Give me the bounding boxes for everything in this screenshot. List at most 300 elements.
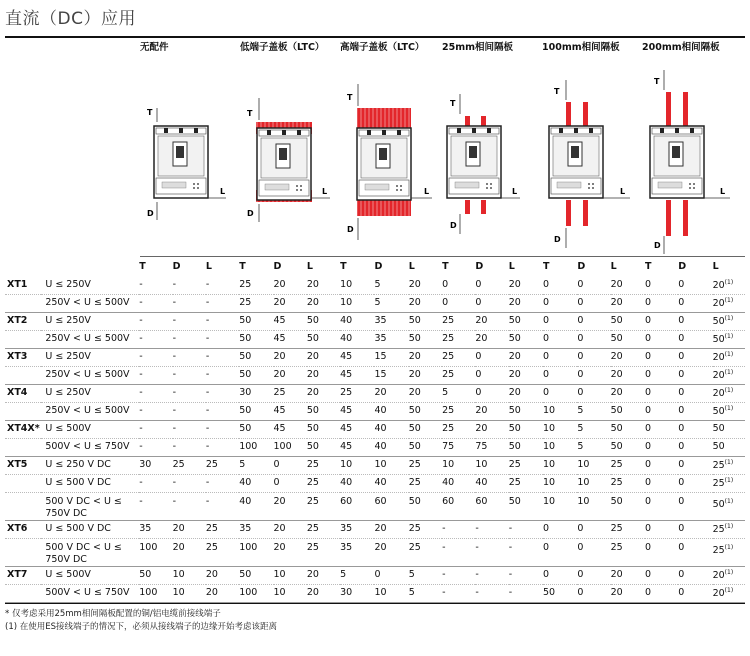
value-cell [442, 566, 475, 584]
value-text: - [205, 369, 210, 380]
value-text: 45 [340, 369, 353, 380]
value-cell [509, 294, 543, 312]
value-cell [274, 520, 307, 538]
value-cell [173, 584, 206, 602]
value-cell [409, 520, 442, 538]
model-cell: XT4 [5, 384, 41, 402]
value-text: - [139, 423, 143, 434]
value-cell [509, 584, 543, 602]
value-text: 5 [340, 569, 347, 580]
value-cell [543, 520, 577, 538]
illustration-no-accessory [147, 108, 226, 220]
value-cell [206, 538, 239, 566]
footnote-ref: (1) [724, 405, 734, 413]
value-cell [274, 492, 307, 520]
value-text: 0 [678, 333, 685, 344]
value-text: - [172, 495, 177, 507]
value-text: 5 [408, 569, 415, 580]
value-cell [442, 384, 475, 402]
dim-label-t: T [554, 87, 560, 96]
value-text: - [139, 369, 143, 380]
value-cell [543, 566, 577, 584]
value-cell [206, 366, 239, 384]
value-cell [645, 584, 678, 602]
value-text: 25 [508, 459, 521, 470]
value-text: 20 [374, 541, 387, 553]
value-text: 0 [644, 441, 651, 452]
value-text: 10 [273, 569, 286, 580]
value-cell [442, 420, 475, 438]
value-text: 20 [610, 369, 623, 380]
value-text: 0 [644, 315, 651, 326]
table-row [5, 456, 745, 474]
value-text: 50 [610, 315, 623, 326]
value-text: 0 [475, 387, 482, 398]
model-cell [5, 402, 41, 420]
value-cell [307, 366, 340, 384]
value-cell [645, 330, 678, 348]
value-cell [173, 366, 206, 384]
value-cell [442, 584, 475, 602]
value-text: 60 [374, 495, 387, 507]
value-text: 50 [239, 333, 252, 344]
voltage-condition-cell: U ≤ 500V [41, 420, 139, 438]
value-text: - [172, 297, 177, 308]
value-text: 20 [374, 523, 387, 534]
value-cell [475, 276, 508, 294]
value-cell [611, 474, 645, 492]
value-text: - [205, 423, 210, 434]
value-text: 40 [442, 477, 455, 488]
model-cell [5, 438, 41, 456]
voltage-condition-cell: 500 V DC < U ≤ 750V DC [41, 538, 139, 566]
value-cell [173, 348, 206, 366]
value-cell [577, 474, 610, 492]
value-text: - [172, 315, 177, 326]
value-text: - [205, 387, 210, 398]
value-text: 0 [475, 297, 482, 308]
value-text: 35 [340, 541, 353, 553]
value-text: 20 [306, 278, 319, 290]
value-text: 50 [712, 441, 725, 452]
value-cell [713, 294, 745, 312]
value-text: 0 [543, 351, 550, 362]
value-text: 15 [374, 351, 387, 362]
voltage-condition-cell: U ≤ 250V [41, 276, 139, 294]
dim-label-t: T [450, 99, 456, 108]
value-cell [645, 438, 678, 456]
value-cell [678, 402, 712, 420]
value-text: 0 [678, 587, 685, 598]
subcol-header: L [306, 261, 313, 272]
value-text: 20 [475, 333, 488, 344]
value-cell [374, 420, 408, 438]
table-row [5, 420, 745, 438]
footnote-ref: (1) [724, 477, 734, 485]
value-cell [206, 312, 239, 330]
value-text: 5 [577, 423, 584, 434]
voltage-condition-cell: U ≤ 500 V DC [41, 474, 139, 492]
header-divider [140, 256, 745, 257]
value-cell [645, 276, 678, 294]
value-cell [509, 566, 543, 584]
value-cell [645, 566, 678, 584]
value-cell [139, 566, 172, 584]
value-text: 45 [273, 423, 286, 434]
value-text: 25 [442, 423, 455, 434]
value-cell [409, 538, 442, 566]
value-cell [409, 348, 442, 366]
voltage-condition-cell: 250V < U ≤ 500V [41, 366, 139, 384]
subcolumn-header-row [5, 258, 745, 276]
value-text: 45 [340, 441, 353, 452]
value-cell [139, 330, 172, 348]
value-text: 0 [577, 387, 584, 398]
value-cell [678, 366, 712, 384]
value-cell [645, 474, 678, 492]
value-cell [409, 384, 442, 402]
value-cell [139, 438, 172, 456]
value-text: - [508, 587, 513, 598]
value-text: 50 [508, 441, 521, 452]
value-cell [206, 420, 239, 438]
value-text: 10 [543, 405, 556, 416]
value-text: 25 [712, 478, 725, 490]
value-text: 25 [712, 544, 725, 556]
value-text: 20 [205, 569, 218, 580]
value-cell [713, 348, 745, 366]
value-text: 0 [678, 387, 685, 398]
value-text: - [442, 569, 446, 580]
value-cell [678, 294, 712, 312]
value-cell [543, 312, 577, 330]
value-text: 0 [543, 315, 550, 326]
value-cell [543, 474, 577, 492]
value-cell [442, 276, 475, 294]
value-text: - [442, 541, 446, 553]
value-cell [509, 348, 543, 366]
value-cell [239, 438, 273, 456]
value-cell [307, 538, 340, 566]
value-text: 0 [543, 387, 550, 398]
value-cell [274, 584, 307, 602]
value-cell [611, 456, 645, 474]
value-cell [543, 584, 577, 602]
value-text: 0 [577, 351, 584, 362]
value-text: 20 [273, 495, 286, 507]
value-cell [173, 520, 206, 538]
value-cell [307, 492, 340, 520]
value-text: 0 [644, 541, 651, 553]
value-cell [543, 538, 577, 566]
value-cell [409, 276, 442, 294]
value-text: 20 [306, 387, 319, 398]
value-text: 25 [408, 541, 421, 553]
subcol-header: T [340, 261, 347, 272]
value-text: 20 [273, 369, 286, 380]
dim-label-l: L [322, 187, 328, 196]
value-cell [239, 366, 273, 384]
table-row [5, 294, 745, 312]
value-text: 0 [543, 278, 550, 290]
value-text: 10 [442, 459, 455, 470]
value-text: - [172, 441, 177, 452]
value-cell [239, 330, 273, 348]
value-text: 50 [712, 316, 725, 328]
value-cell [611, 420, 645, 438]
value-text: 0 [543, 369, 550, 380]
value-cell [475, 384, 508, 402]
value-cell [374, 384, 408, 402]
value-text: 0 [678, 405, 685, 416]
value-cell [307, 566, 340, 584]
dim-label-d: D [554, 235, 561, 244]
value-cell [577, 276, 610, 294]
value-cell [307, 438, 340, 456]
value-text: 0 [678, 541, 685, 553]
value-cell [340, 366, 374, 384]
value-cell [475, 366, 508, 384]
table-row [5, 402, 745, 420]
value-text: 0 [644, 405, 651, 416]
value-text: 50 [139, 569, 152, 580]
value-text: 0 [577, 278, 584, 290]
value-text: 0 [644, 387, 651, 398]
value-text: - [139, 278, 143, 290]
value-cell [173, 420, 206, 438]
value-cell [340, 438, 374, 456]
value-cell [274, 366, 307, 384]
value-cell [274, 538, 307, 566]
value-text: 25 [408, 459, 421, 470]
value-cell [239, 584, 273, 602]
model-cell [5, 492, 41, 520]
value-text: 25 [712, 524, 725, 536]
value-text: 10 [577, 477, 590, 488]
model-cell: XT5 [5, 456, 41, 474]
value-text: 0 [644, 351, 651, 362]
value-text: 20 [508, 297, 521, 308]
value-text: 50 [239, 423, 252, 434]
subcol-header: L [508, 261, 515, 272]
subcol-header: L [610, 261, 617, 272]
value-text: 20 [712, 588, 725, 600]
value-text: 100 [239, 541, 258, 553]
value-text: 0 [644, 523, 651, 534]
value-cell [139, 420, 172, 438]
value-cell [307, 420, 340, 438]
value-cell [475, 438, 508, 456]
header-100mm-separator: 100mm相间隔板 [542, 42, 620, 53]
value-text: - [205, 441, 210, 452]
value-text: 20 [408, 387, 421, 398]
value-cell [409, 456, 442, 474]
value-cell [340, 456, 374, 474]
breaker-illustrations [0, 58, 750, 256]
value-text: 0 [644, 495, 651, 507]
value-cell [645, 366, 678, 384]
model-cell [5, 330, 41, 348]
value-text: - [205, 278, 210, 290]
value-cell [713, 366, 745, 384]
value-text: 10 [374, 459, 387, 470]
value-cell [307, 474, 340, 492]
model-cell [5, 366, 41, 384]
value-text: - [172, 278, 177, 290]
table-row [5, 276, 745, 294]
value-text: 20 [306, 587, 319, 598]
value-text: 20 [508, 369, 521, 380]
value-text: 50 [508, 315, 521, 326]
value-text: 45 [340, 405, 353, 416]
footnote-ref: (1) [724, 543, 734, 551]
value-cell [611, 384, 645, 402]
value-text: 25 [442, 315, 455, 326]
value-text: 45 [340, 423, 353, 434]
value-text: 15 [374, 369, 387, 380]
footnote-ref: (1) [724, 279, 734, 287]
value-text: - [442, 587, 446, 598]
value-text: 50 [610, 423, 623, 434]
value-cell [475, 420, 508, 438]
value-cell [374, 330, 408, 348]
subcol-header: L [408, 261, 415, 272]
value-cell [509, 456, 543, 474]
value-text: 0 [678, 523, 685, 534]
value-text: 0 [678, 569, 685, 580]
value-text: 20 [273, 297, 286, 308]
value-cell [713, 312, 745, 330]
voltage-condition-cell: U ≤ 250V [41, 348, 139, 366]
value-text: 25 [239, 297, 252, 308]
value-cell [139, 584, 172, 602]
value-text: 50 [610, 495, 623, 507]
value-cell [173, 566, 206, 584]
value-text: 25 [172, 459, 185, 470]
value-cell [713, 520, 745, 538]
value-text: 20 [273, 351, 286, 362]
value-cell [475, 520, 508, 538]
value-cell [374, 474, 408, 492]
value-text: 45 [273, 405, 286, 416]
value-cell [307, 330, 340, 348]
value-cell [239, 348, 273, 366]
value-cell [577, 566, 610, 584]
model-cell [5, 294, 41, 312]
voltage-condition-cell: 250V < U ≤ 500V [41, 294, 139, 312]
value-text: 25 [340, 387, 353, 398]
value-cell [139, 538, 172, 566]
value-cell [509, 366, 543, 384]
value-text: 25 [442, 351, 455, 362]
value-text: 20 [712, 388, 725, 400]
value-text: - [172, 405, 177, 416]
value-cell [442, 438, 475, 456]
value-text: - [172, 351, 177, 362]
value-cell [475, 330, 508, 348]
value-text: 20 [712, 280, 725, 292]
voltage-condition-cell: U ≤ 500 V DC [41, 520, 139, 538]
value-cell [543, 276, 577, 294]
value-text: 0 [577, 297, 584, 308]
value-cell [340, 330, 374, 348]
value-cell [274, 420, 307, 438]
value-cell [206, 566, 239, 584]
value-cell [206, 492, 239, 520]
value-text: 0 [678, 459, 685, 470]
value-cell [139, 456, 172, 474]
value-text: 20 [508, 351, 521, 362]
value-text: 25 [239, 278, 252, 290]
value-cell [442, 402, 475, 420]
value-cell [340, 294, 374, 312]
value-cell [678, 474, 712, 492]
value-cell [713, 384, 745, 402]
value-cell [307, 456, 340, 474]
model-cell: XT2 [5, 312, 41, 330]
header-25mm-separator: 25mm相间隔板 [442, 42, 514, 53]
value-cell [645, 402, 678, 420]
value-cell [274, 312, 307, 330]
value-text: 50 [610, 441, 623, 452]
value-text: 20 [172, 541, 185, 553]
value-cell [374, 438, 408, 456]
value-text: 0 [644, 459, 651, 470]
value-cell [577, 366, 610, 384]
value-text: 20 [610, 587, 623, 598]
value-cell [713, 420, 745, 438]
model-cell: XT7 [5, 566, 41, 584]
value-text: 50 [306, 405, 319, 416]
value-cell [239, 312, 273, 330]
value-text: 20 [408, 297, 421, 308]
value-cell [274, 348, 307, 366]
value-text: 20 [408, 278, 421, 290]
value-text: 40 [475, 477, 488, 488]
value-cell [678, 276, 712, 294]
value-cell [442, 456, 475, 474]
value-cell [678, 584, 712, 602]
voltage-condition-cell: 500 V DC < U ≤ 750V DC [41, 492, 139, 520]
value-text: - [508, 523, 513, 534]
value-cell [577, 520, 610, 538]
value-text: 20 [306, 369, 319, 380]
illustration-high-terminal-cover [347, 84, 432, 240]
value-cell [173, 384, 206, 402]
value-text: 35 [374, 333, 387, 344]
value-cell [475, 348, 508, 366]
value-text: 25 [205, 523, 218, 534]
value-cell [409, 366, 442, 384]
value-cell [611, 584, 645, 602]
value-text: 0 [644, 333, 651, 344]
value-cell [340, 520, 374, 538]
value-text: - [205, 477, 210, 488]
value-cell [239, 538, 273, 566]
value-cell [442, 492, 475, 520]
subcol-header: D [172, 261, 181, 272]
value-text: 10 [172, 569, 185, 580]
bottom-rule [5, 603, 745, 604]
voltage-condition-cell: 500V < U ≤ 750V [41, 584, 139, 602]
value-text: - [475, 523, 479, 534]
value-cell [374, 538, 408, 566]
value-cell [713, 566, 745, 584]
value-cell [206, 584, 239, 602]
value-cell [374, 348, 408, 366]
value-cell [611, 566, 645, 584]
value-text: 0 [644, 477, 651, 488]
